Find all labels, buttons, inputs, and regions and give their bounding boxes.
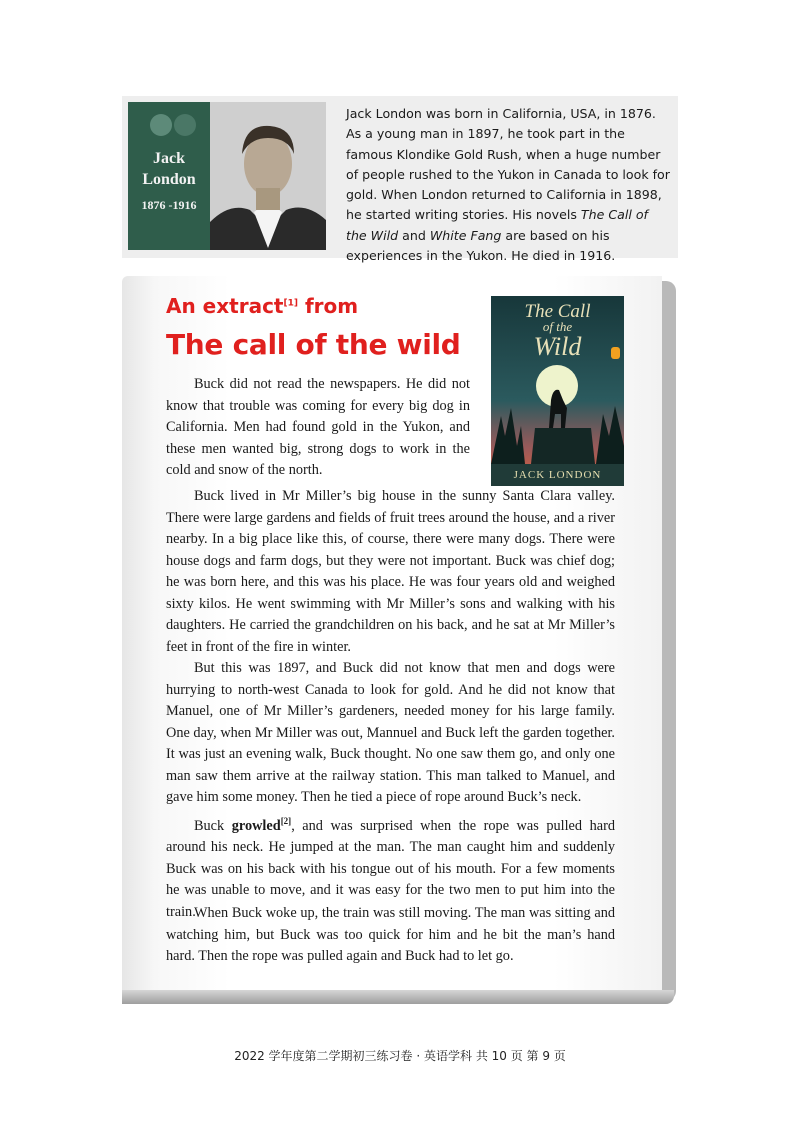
- footnote-ref-1: [1]: [283, 298, 298, 309]
- story-paragraph-4: Buck growled[2], and was surprised when the rope was pulled hard around his neck. He jumped at the man. The man caught him and suddenly Buck was on his back with his tongue out of his mouth. For a few moments he was unable to move, and it was easy for the two men to put him into the train.: [166, 816, 615, 920]
- author-portrait: [128, 102, 326, 250]
- portrait-years: 1876 -1916: [141, 198, 197, 212]
- page-footer: 2022 学年度第二学期初三练习卷 · 英语学科 共 10 页 第 9 页: [234, 1049, 566, 1063]
- story-paragraph-3: But this was 1897, and Buck did not know that men and dogs were hurrying to north-west Canada to look for gold. And he did not know that Manuel, one of Mr Miller’s gardeners, needed money for his large family. One day, when Mr Miller was out, Mannuel and Buck left the garden together. It was just an evening walk, Buck thought. No one saw them go, and only one man saw them arrive at the railway station. This man talked to Manuel, and gave him some money. Then he tied a piece of rope around Buck’s neck.: [166, 660, 615, 805]
- cover-author: JACK LONDON: [491, 464, 624, 486]
- footnote-ref-2: [2]: [280, 816, 292, 826]
- vocab-growled: growled: [231, 817, 281, 834]
- book-cover-image: [491, 296, 624, 486]
- book-title: The call of the wild: [166, 328, 461, 361]
- portrait-name: Jack London: [142, 150, 196, 188]
- cover-title: The Call of the Wild: [524, 301, 591, 361]
- author-info-box: [122, 96, 678, 264]
- author-photo: [210, 102, 326, 250]
- story-paragraph-5: When Buck woke up, the train was still moving. The man was sitting and watching him, but Buck was too quick for him and he bit the man’s hand hard. Then the rope was pulled again and Buck had to let go.: [166, 905, 615, 964]
- author-bio: Jack London was born in California, USA, in 1876. As a young man in 1897, he took part in the famous Klondike Gold Rush, when a huge number of people rushed to the Yukon in Canada to look for gold. When London returned to California in 1898, he started writing stories. His novels The Call of the Wild and White Fang are based on his experiences in the Yukon. He died in 1916.: [346, 106, 670, 264]
- story-paragraph-1: Buck did not read the newspapers. He did not know that trouble was coming for every big dog in California. Men had found gold in the Yukon, and these men wanted big, strong dogs to work in the cold and snow of the north.: [166, 376, 470, 478]
- extract-heading: An extract[1] from: [166, 294, 359, 318]
- novel-title-call-of-the-wild: The Call of the Wild: [346, 207, 648, 243]
- story-paragraph-2: Buck lived in Mr Miller’s big house in the sunny Santa Clara valley. There were large gardens and fields of fruit trees around the house, and a river nearby. In a big place like this, of course, there were many dogs. There were house dogs and farm dogs, but they were not important. Buck was chief dog; he was born here, and this was his place. He was four years old and weighed sixty kilos. He went swimming with Mr Miller’s sons and walking with his daughters. He carried the grandchildren on his back, and he sat at Mr Miller’s feet in front of the fire in winter.: [166, 488, 615, 655]
- decorative-dots: [150, 114, 196, 136]
- book-page-edge: [122, 990, 674, 1004]
- portrait-label-panel: [128, 102, 210, 250]
- novel-title-white-fang: White Fang: [429, 227, 502, 243]
